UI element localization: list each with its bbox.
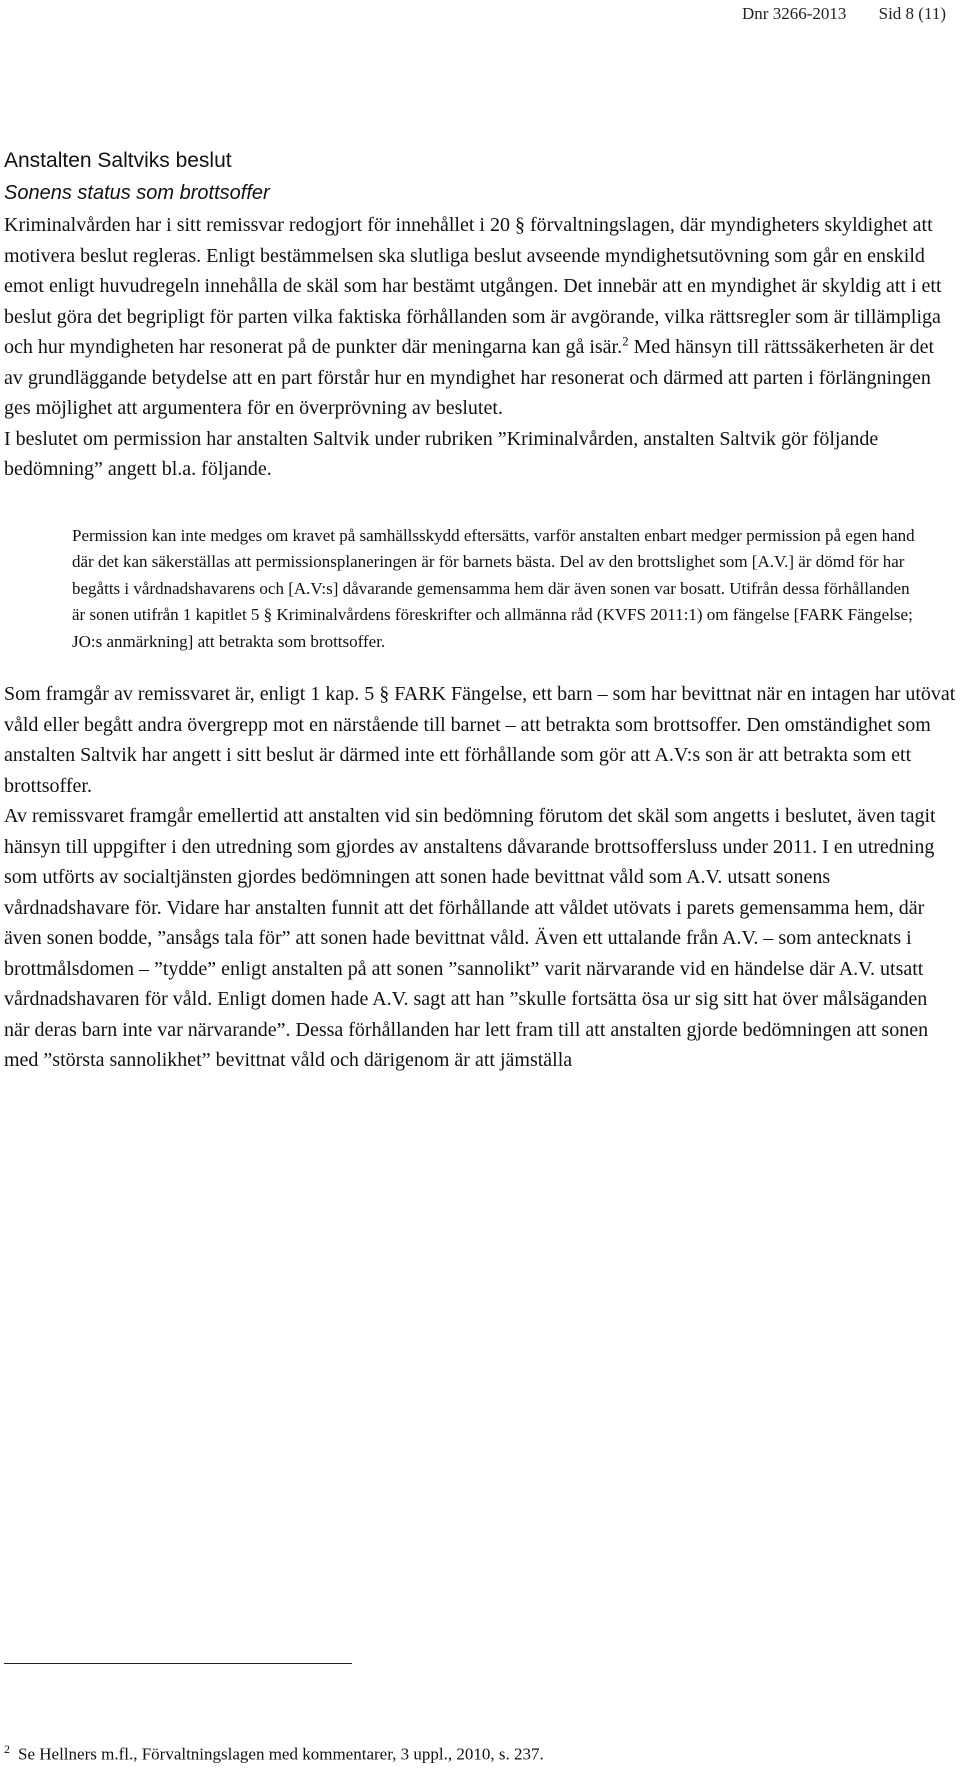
paragraph-3: Som framgår av remissvaret är, enligt 1 kap. 5 § FARK Fängelse, ett barn – som har bevittnat när en intagen har utövat våld eller begått andra övergrepp mot en närstående till barnet – att betrakta som brottsoffer. Den omständighet som anstalten Saltvik har angett i sitt beslut är därmed inte ett förhållande som gör att A.V:s son är att betrakta som ett brottsoffer. xyxy=(4,683,956,797)
footnote-reference[interactable]: 2 xyxy=(622,333,629,349)
document-body xyxy=(4,148,956,1076)
page-header xyxy=(714,0,946,28)
footnote xyxy=(4,1737,944,1767)
section-heading: Anstalten Saltviks beslut xyxy=(4,149,232,172)
block-quote: Permission kan inte medges om kravet på samhällsskydd eftersätts, varför anstalten enbart medger permission på egen hand där det kan säkerställas att permissionsplaneringen är för barnets bästa. Del av den brottslighet som [A.V.] är dömd för har begåtts i vårdnadshavarens och [A.V:s] dåvarande gemensamma hem där även sonen var bosatt. Utifrån dessa förhållanden är sonen utifrån 1 kapitlet 5 § Kriminalvårdens föreskrifter och allmänna råd (KVFS 2011:1) om fängelse [FARK Fängelse; JO:s anmärkning] att betrakta som brottsoffer. xyxy=(72,525,915,651)
paragraph-1-text-cont: Med hänsyn till rättssäkerheten är det av grundläggande betydelse att en part förstår hur en myndighet har resonerat och därmed att parten i förlängningen ges möjlighet att argumentera för en överprövning av beslutet. xyxy=(4,336,935,419)
paragraph-1 xyxy=(4,210,956,424)
page-number: Sid 8 (11) xyxy=(878,4,946,23)
section-subheading: Sonens status som brottsoffer xyxy=(4,182,270,204)
footnote-divider xyxy=(4,1663,352,1664)
paragraph-4: Av remissvaret framgår emellertid att anstalten vid sin bedömning förutom det skäl som angetts i beslutet, även tagit hänsyn till uppgifter i den utredning som gjordes av anstaltens dåvarande brottsoffersluss under 2011. I en utredning som utförts av socialtjänsten gjordes bedömningen att sonen hade bevittnat våld som A.V. utsatt sonens vårdnadshavare för. Vidare har anstalten funnit att det förhållande att våldet utövats i parets gemensamma hem, där även sonen bodde, ”ansågs tala för” att sonen hade bevittnat våld. Även ett uttalande från A.V. – som antecknats i brottmålsdomen – ”tydde” enligt anstalten på att sonen ”sannolikt” varit närvarande vid en händelse där A.V. utsatt vårdnadshavaren för våld. Enligt domen hade A.V. sagt att han ”skulle fortsätta ösa ur sig sitt hat över målsäganden när deras barn inte var närvarande”. Dessa förhållanden har lett fram till att anstalten gjorde bedömningen att sonen med ”största sannolikhet” bevittnat våld och därigenom är att jämställa xyxy=(4,805,936,1071)
footnote-text: Se Hellners m.fl., Förvaltningslagen med kommentarer, 3 uppl., 2010, s. 237. xyxy=(18,1744,544,1764)
case-number: Dnr 3266-2013 xyxy=(742,4,847,23)
footnote-number: 2 xyxy=(4,1742,10,1756)
paragraph-1-text: Kriminalvården har i sitt remissvar redogjort för innehållet i 20 § förvaltningslagen, där myndigheters skyldighet att motivera beslut regleras. Enligt bestämmelsen ska slutliga beslut avseende myndighetsutövning som går en enskild emot enligt huvudregeln innehålla de skäl som har bestämt utgången. Det innebär att en myndighet är skyldig att i ett beslut göra det begripligt för parten vilka faktiska förhållanden som är avgörande, vilka rättsregler som är tillämpliga och hur myndigheten har resonerat på de punkter där meningarna kan gå isär. xyxy=(4,214,942,358)
paragraph-2: I beslutet om permission har anstalten Saltvik under rubriken ”Kriminalvården, anstalten Saltvik gör följande bedömning” angett bl.a. följande. xyxy=(4,427,879,480)
